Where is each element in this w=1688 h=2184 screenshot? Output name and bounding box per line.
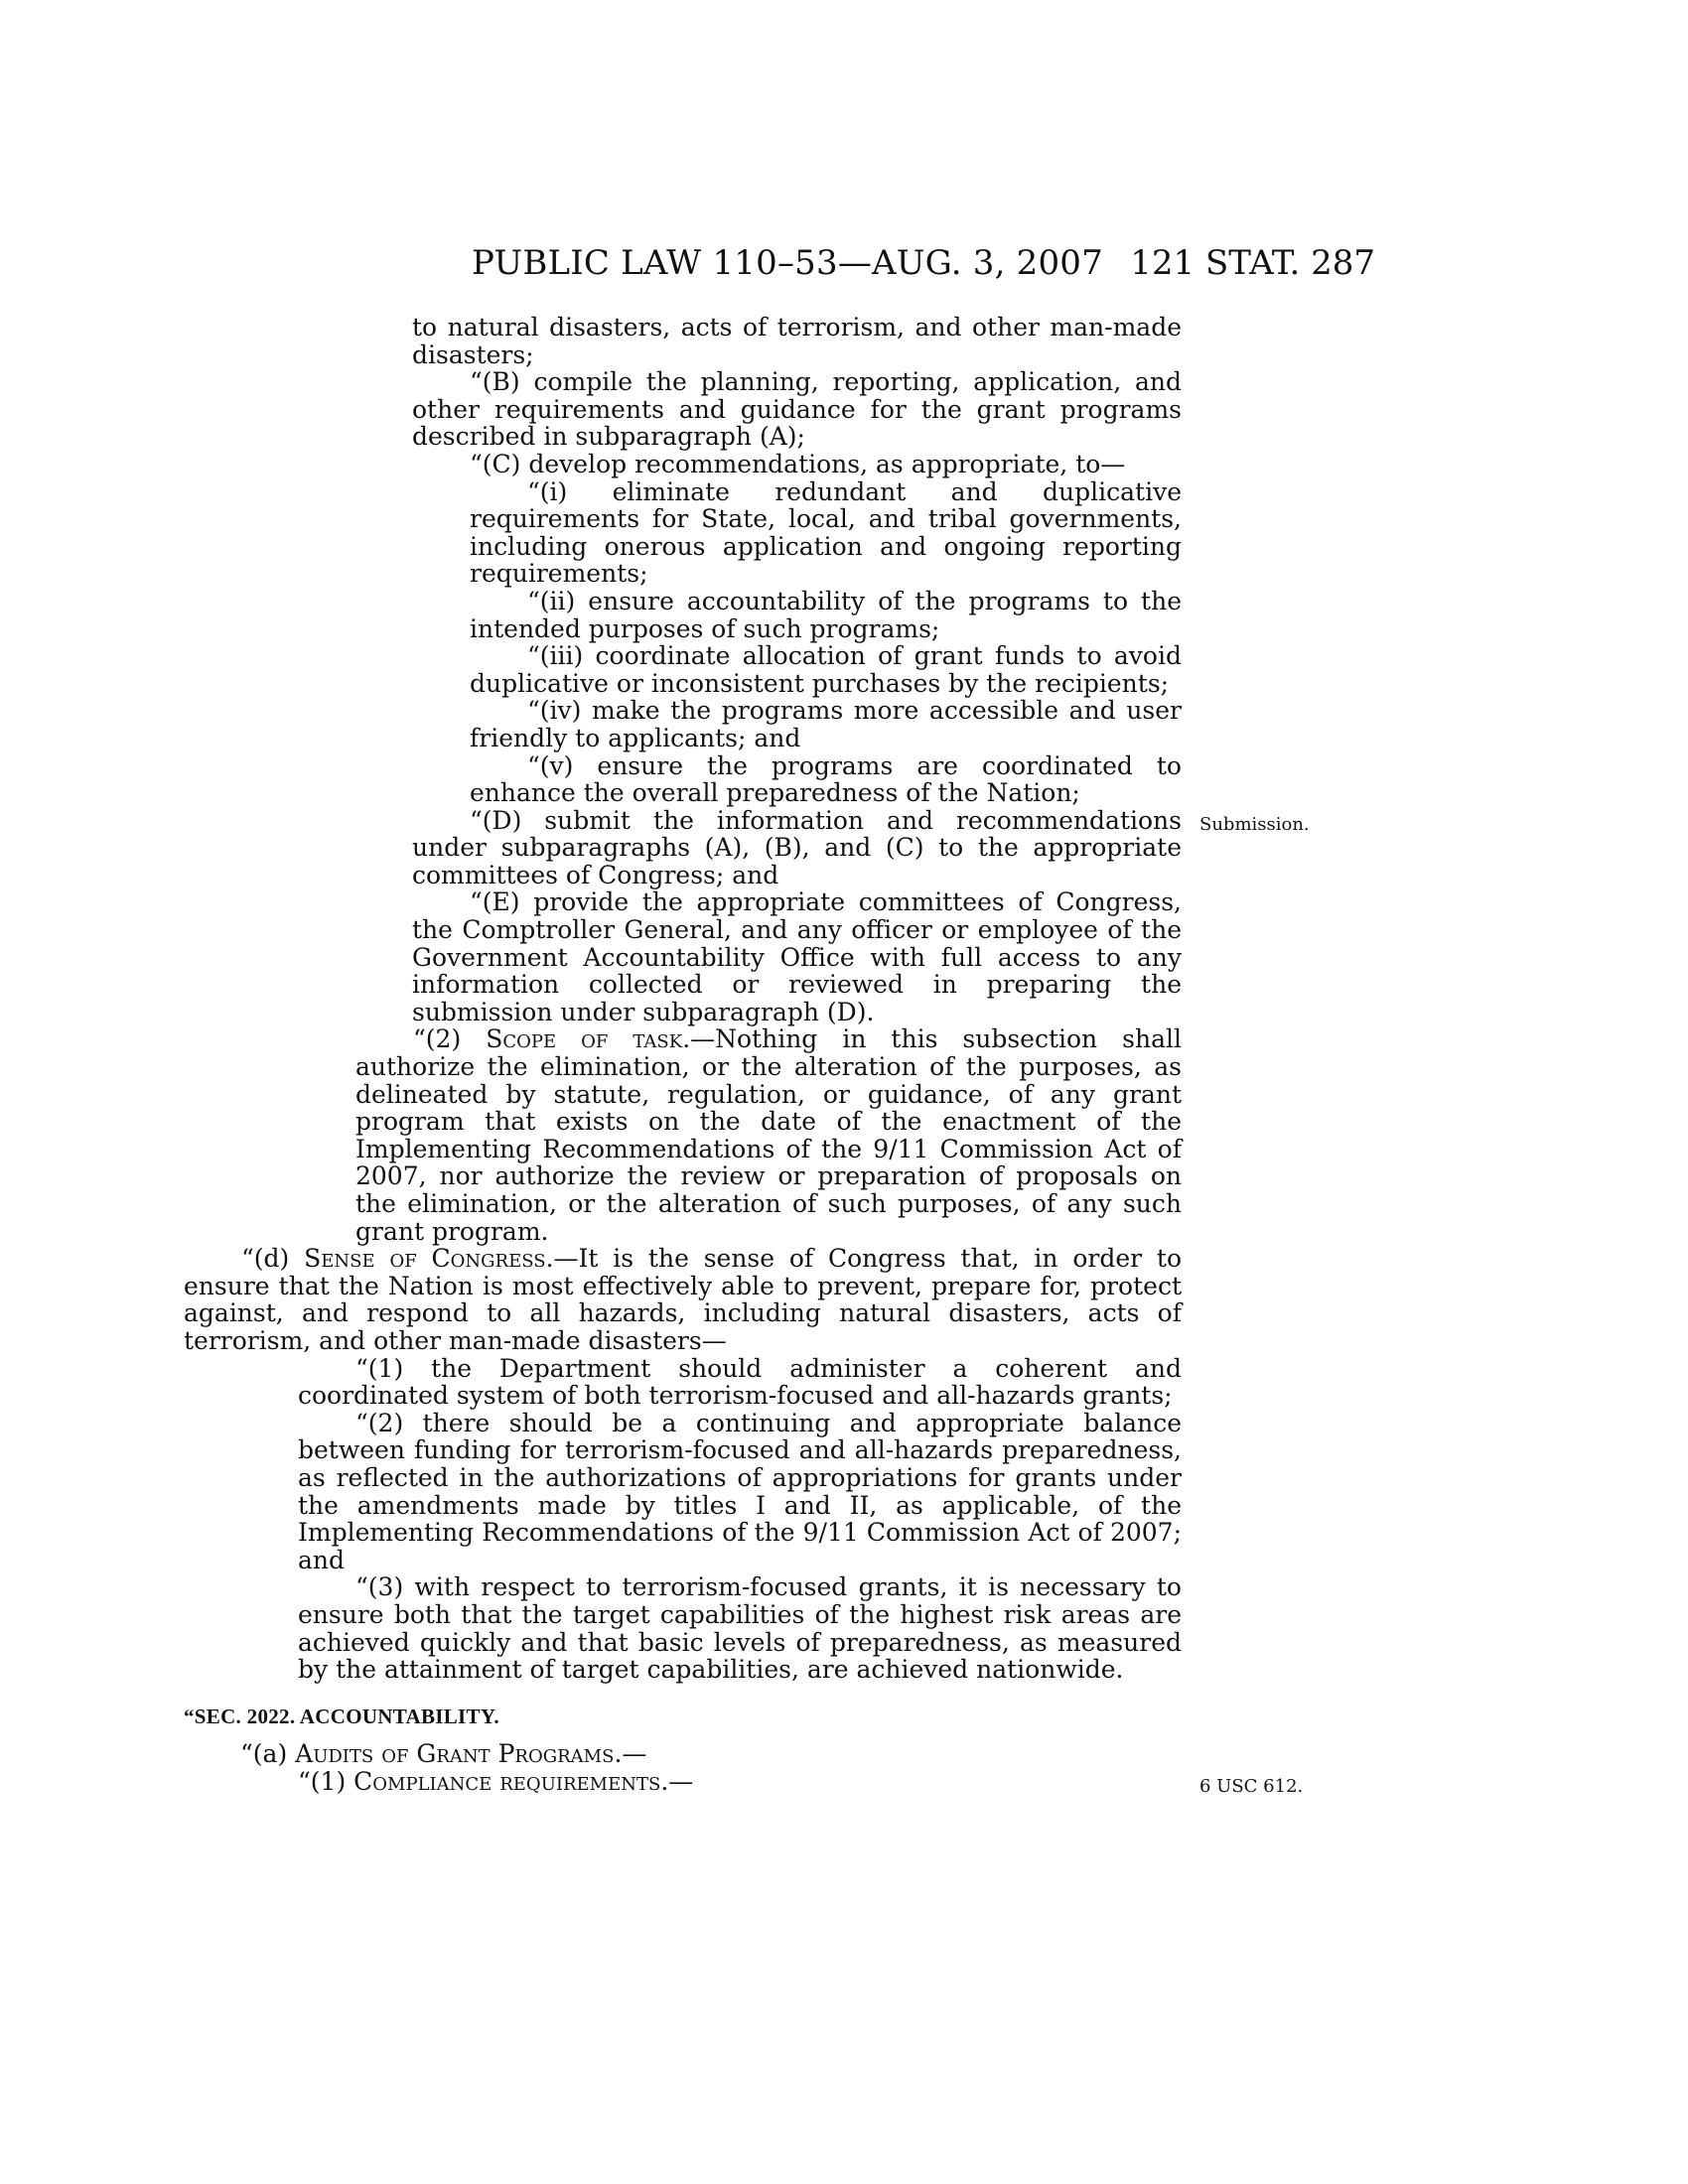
subsection-d-sense-of-congress bbox=[184, 1245, 1182, 1354]
paragraph-1-lead: “(1) bbox=[298, 1766, 354, 1796]
subsection-a-text: .— bbox=[614, 1739, 647, 1769]
running-header-citation: PUBLIC LAW 110–53—AUG. 3, 2007 bbox=[472, 243, 1103, 283]
subparagraph-e: “(E) provide the appropriate committees of Congress, the Comptroller General, and any officer or employee of the Government Accountability Office with full access to any information collected or reviewed in preparing the submission under subparagraph (D). bbox=[412, 887, 1182, 1026]
clause-i: “(i) eliminate redundant and duplicative requirements for State, local, and tribal governments, including onerous application and ongoing reporting requirements; bbox=[470, 477, 1182, 589]
clause-iv: “(iv) make the programs more accessible and user friendly to applicants; and bbox=[470, 696, 1182, 752]
sense-item-2: “(2) there should be a continuing and appropriate balance between funding for terrorism-focused and all-hazards preparedness, as reflected in the authorizations of appropriations for grants under the amendments made by titles I and II, as applicable, of the Implementing Recommendations of the 9/11 Commission Act of 2007; and bbox=[298, 1408, 1182, 1574]
paragraph-1-compliance bbox=[298, 1768, 1182, 1796]
clause-iii: “(iii) coordinate allocation of grant funds to avoid duplicative or inconsistent purchases by the recipients; bbox=[470, 641, 1182, 698]
margin-note-submission: Submission. bbox=[1199, 814, 1310, 835]
subsection-d-text: .—It is the sense of Congress that, in order to ensure that the Nation is most effectively able to prevent, prepare for, protect against, and respond to all hazards, including natural disasters, acts of terrorism, and other man-made disasters— bbox=[184, 1244, 1182, 1355]
subsection-a-heading: Audits of Grant Programs bbox=[295, 1739, 615, 1769]
subsection-d-heading: Sense of Congress bbox=[304, 1244, 546, 1274]
paragraph-2-text: .—Nothing in this subsection shall authorize the elimination, or the alteration of the purposes, as delineated by statute, regulation, or guidance, of any grant program that exists on the date of the enactment of the Implementing Recommendations of the 9/11 Commission Act of 2007, nor authorize the review or preparation of proposals on the elimination, or the alteration of such purposes, of any such grant program. bbox=[355, 1024, 1182, 1246]
running-header-page-number: 121 STAT. 287 bbox=[1130, 243, 1375, 283]
paragraph-1-heading: Compliance requirements bbox=[353, 1766, 661, 1796]
subparagraph-b: “(B) compile the planning, reporting, application, and other requirements and guidance for the grant programs described in subparagraph (A); bbox=[412, 367, 1182, 452]
paragraph-1-text: .— bbox=[660, 1766, 694, 1796]
sense-item-1: “(1) the Department should administer a coherent and coordinated system of both terrorism-focused and all-hazards grants; bbox=[298, 1353, 1182, 1411]
subparagraph-d: “(D) submit the information and recommendations under subparagraphs (A), (B), and (C) to the appropriate committees of Congress; and bbox=[412, 805, 1182, 889]
subsection-d-lead: “(d) bbox=[241, 1244, 305, 1274]
paragraph-continuation: to natural disasters, acts of terrorism, and other man-made disasters; bbox=[412, 313, 1182, 369]
sense-item-3: “(3) with respect to terrorism-focused grants, it is necessary to ensure both that the target capabilities of the highest risk areas are achieved quickly and that basic levels of preparedness, as measured by the attainment of target capabilities, are achieved nationwide. bbox=[298, 1572, 1182, 1685]
statute-body bbox=[184, 313, 1182, 1796]
paragraph-2-scope-of-task bbox=[298, 1025, 1182, 1245]
subparagraph-c: “(C) develop recommendations, as appropriate, to— bbox=[470, 449, 1126, 478]
subsection-a-lead: “(a) bbox=[240, 1739, 296, 1769]
clause-v: “(v) ensure the programs are coordinated to enhance the overall preparedness of the Nation; bbox=[470, 751, 1182, 808]
margin-note-usc: 6 USC 612. bbox=[1199, 1776, 1304, 1797]
subsection-a-audits bbox=[240, 1740, 1182, 1768]
paragraph-2-heading: Scope of task bbox=[486, 1024, 683, 1054]
clause-ii: “(ii) ensure accountability of the programs to the intended purposes of such programs; bbox=[470, 586, 1182, 643]
paragraph-2-lead: “(2) bbox=[413, 1024, 487, 1054]
section-heading: “SEC. 2022. ACCOUNTABILITY. bbox=[184, 1704, 499, 1728]
